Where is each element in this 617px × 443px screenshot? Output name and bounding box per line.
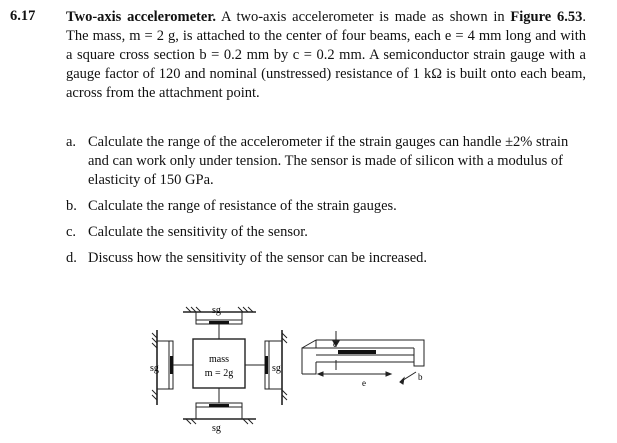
sg-label-right: sg <box>272 363 281 374</box>
sg-label-left: sg <box>150 363 159 374</box>
strain-gauge-right <box>265 356 268 374</box>
problem-number: 6.17 <box>10 8 36 24</box>
part-text: Calculate the range of resistance of the strain gauges. <box>88 198 397 214</box>
beam-detail <box>302 331 424 384</box>
part-text: Discuss how the sensitivity of the sensor can be increased. <box>88 250 428 266</box>
sg-label-top: sg <box>212 305 221 316</box>
strain-gauge-top <box>209 321 229 324</box>
strain-gauge-bottom <box>209 404 229 407</box>
problem-title: Two-axis accelerometer. <box>66 9 217 25</box>
part-label: b. <box>66 198 77 214</box>
intro-text-1: A two-axis accelerometer is made as shown in <box>221 9 505 25</box>
mass-label: mass <box>209 354 229 365</box>
figure-reference: Figure 6.53 <box>510 9 583 25</box>
part-text: Calculate the range of the accelerometer if the strain gauges can handle ±2% strain and can work only under tension. The sensor is made of silicon with a modulus of elasticity of 150 GPa. <box>88 134 569 188</box>
part-label: c. <box>66 224 77 240</box>
part-label: a. <box>66 134 77 150</box>
strain-gauge-left <box>170 356 173 374</box>
part-text: Calculate the sensitivity of the sensor. <box>88 224 308 240</box>
mass-value: m = 2g <box>204 368 234 379</box>
dimension-e-label: e <box>362 378 366 388</box>
intro-text-2: . The mass, m = 2 g, is attached to the center of four beams, each e = 4 mm long and with a square cross section b = 0.2 mm by c = 0.2 mm. A semiconductor strain gauge with a gauge factor of 120 and nominal (unstressed) resistance of 1 kΩ is built onto each beam, across from the attachment point. <box>66 9 587 101</box>
sg-label-bottom: sg <box>212 423 221 434</box>
dimension-c-label: c <box>333 339 337 349</box>
dimension-b-label: b <box>418 372 423 382</box>
beam-strain-gauge <box>338 350 376 354</box>
part-label: d. <box>66 250 77 266</box>
